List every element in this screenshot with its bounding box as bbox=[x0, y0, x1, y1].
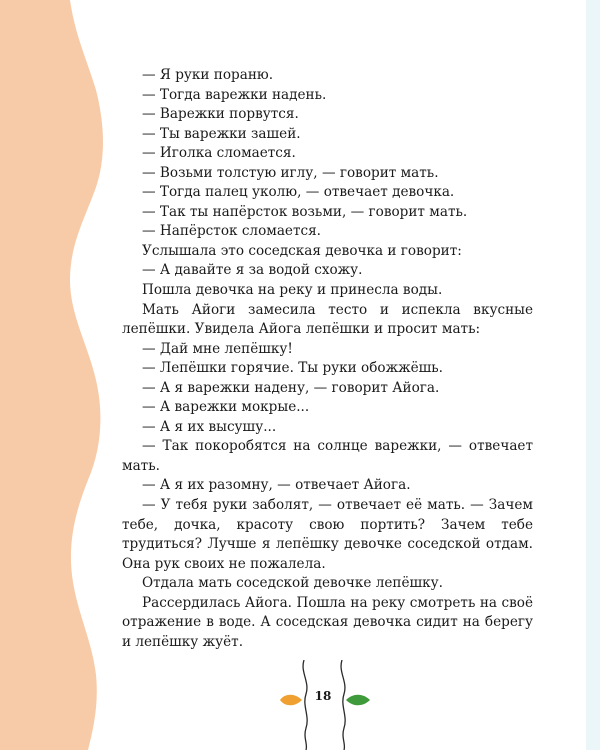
paragraph: — Лепёшки горячие. Ты руки обожжёшь. bbox=[142, 360, 443, 377]
paragraph: — Дай мне лепёшку! bbox=[142, 340, 293, 357]
paragraph: — А я их высушу... bbox=[142, 418, 277, 435]
vine-right-stem bbox=[341, 660, 345, 750]
right-edge-shape bbox=[586, 0, 600, 750]
story-text bbox=[122, 66, 533, 652]
paragraph: — Так покоробятся на солнце варежки, — отвечает мать. bbox=[122, 438, 533, 474]
paragraph: — Иголка сломается. bbox=[142, 145, 296, 162]
paragraph: — А я варежки надену, — говорит Айога. bbox=[142, 379, 440, 396]
paragraph: — Я руки пораню. bbox=[142, 67, 274, 83]
paragraph: — Тогда палец уколю, — отвечает девочка. bbox=[142, 184, 455, 201]
paragraph: Пошла девочка на реку и принесла воды. bbox=[142, 282, 443, 299]
paragraph: Услышала это соседская девочка и говорит: bbox=[142, 242, 462, 259]
vine-ornament-icon bbox=[280, 660, 370, 750]
paragraph: — А варежки мокрые... bbox=[142, 399, 310, 416]
paragraph: — Так ты напёрсток возьми, — говорит мать. bbox=[142, 203, 468, 220]
page-number: 18 bbox=[314, 689, 332, 703]
decorative-wave-band bbox=[0, 0, 110, 750]
paragraph: Рассердилась Айога. Пошла на реку смотреть на своё отражение в воде. А соседская девочка сидит на берегу и лепёшку жуёт. bbox=[122, 594, 533, 650]
paragraph: — Возьми толстую иглу, — говорит мать. bbox=[142, 164, 439, 181]
green-leaf-icon bbox=[346, 695, 370, 706]
wave-band-shape bbox=[0, 0, 103, 750]
paragraph: — А давайте я за водой схожу. bbox=[142, 262, 363, 279]
paragraph: Отдала мать соседской девочке лепёшку. bbox=[142, 575, 443, 592]
paragraph: — Тогда варежки надень. bbox=[142, 86, 327, 103]
paragraph: — Варежки порвутся. bbox=[142, 106, 299, 123]
paragraph: — У тебя руки заболят, — отвечает её мать. — Зачем тебе, дочка, красоту свою портить? Зачем тебе трудиться? Лучше я лепёшку девочке соседской отдам. Она рук своих не пожалела. bbox=[122, 497, 533, 572]
paragraph: — Напёрсток сломается. bbox=[142, 223, 322, 240]
paragraph: — А я их разомну, — отвечает Айога. bbox=[142, 477, 411, 494]
vine-left-stem bbox=[303, 660, 307, 750]
paragraph: — Ты варежки зашей. bbox=[142, 125, 301, 142]
orange-leaf-icon bbox=[280, 695, 302, 706]
right-edge-band bbox=[586, 0, 600, 750]
paragraph: Мать Айоги замесила тесто и испекла вкусные лепёшки. Увидела Айога лепёшки и просит мать: bbox=[122, 301, 533, 338]
